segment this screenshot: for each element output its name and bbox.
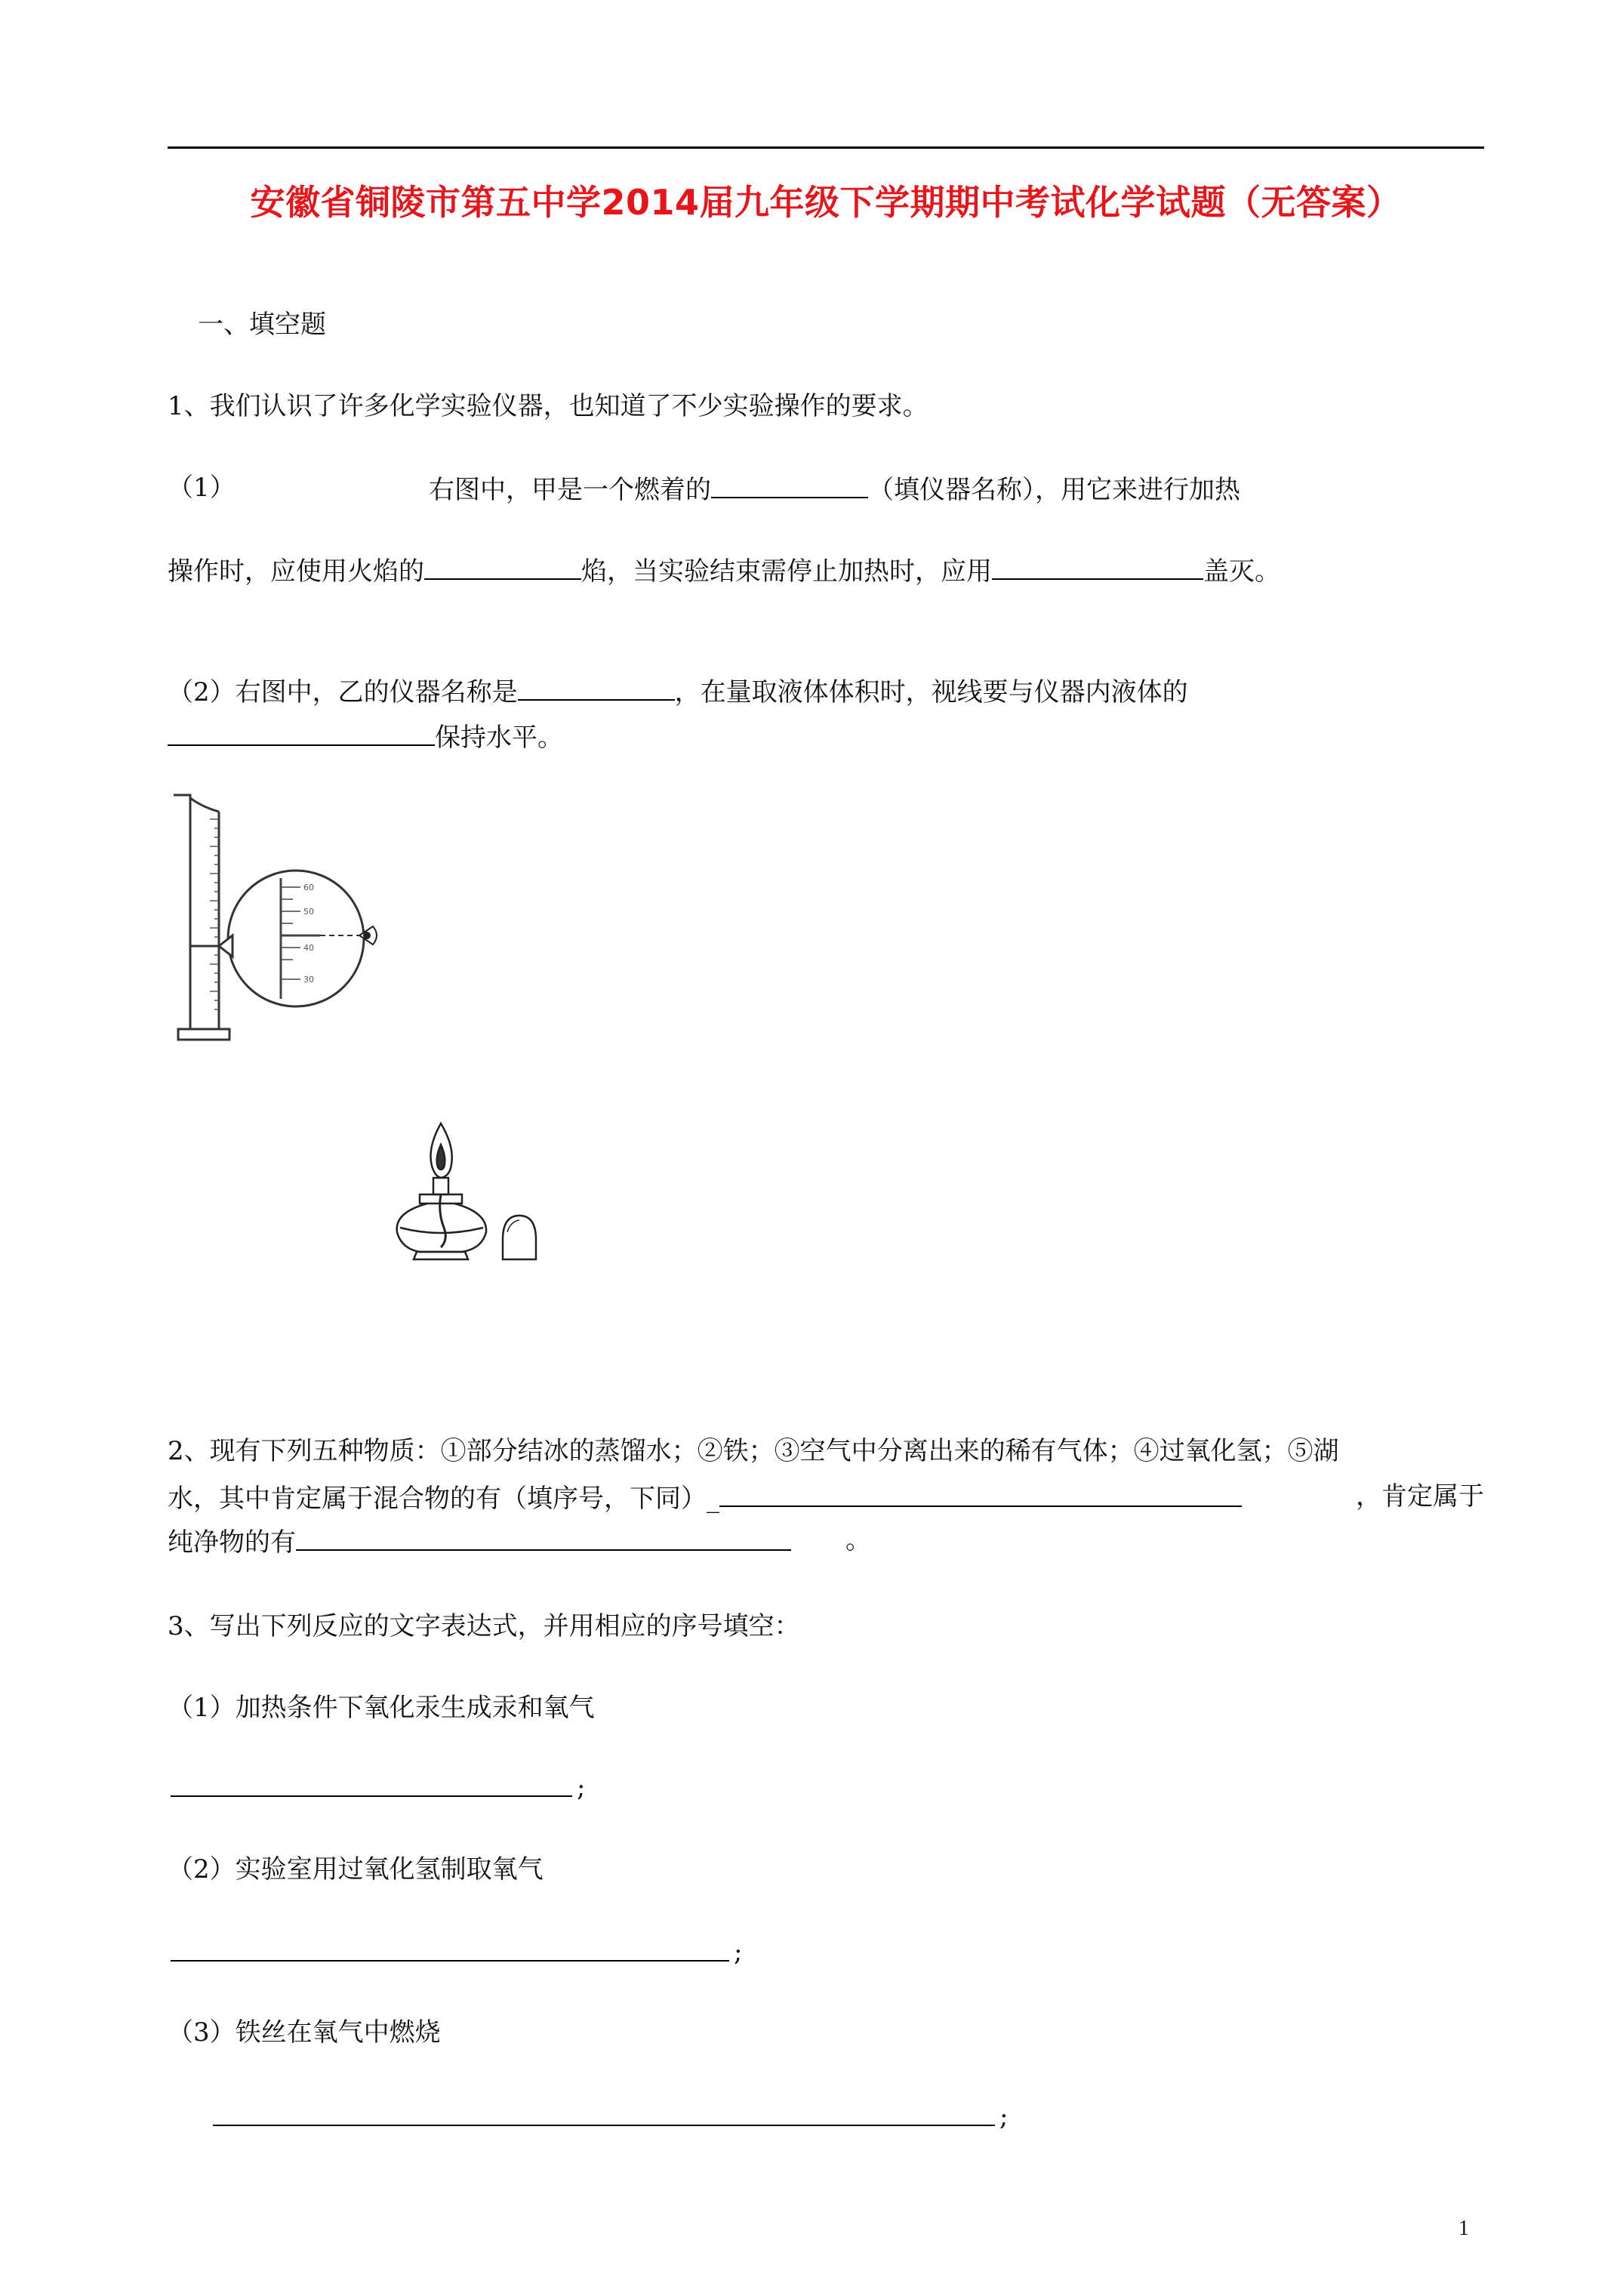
q2-line2: [168, 1481, 1242, 1514]
q1-part2-text-a: （2）右图中，乙的仪器名称是: [168, 677, 518, 707]
lamp-cap: [503, 1216, 536, 1259]
magnified-scale: [281, 878, 320, 999]
q1-part1-text-b: （填仪器名称），用它来进行加热: [868, 475, 1240, 505]
lamp-body: [397, 1178, 486, 1259]
section-heading: 一、填空题: [198, 310, 326, 340]
q1-part1-number: （1）: [168, 473, 236, 503]
q3-part2: （2）实验室用过氧化氢制取氧气: [168, 1854, 544, 1885]
q1-stem: 1、我们认识了许多化学实验仪器，也知道了不少实验操作的要求。: [168, 391, 929, 421]
answer-blank[interactable]: [518, 675, 675, 701]
flame-icon: [431, 1123, 452, 1178]
page-number: 1: [1458, 2217, 1469, 2240]
tick-label-40: 40: [303, 943, 314, 953]
q2-text-d: 。: [845, 1525, 871, 1555]
answer-line-2[interactable]: [171, 1960, 729, 1962]
q3-part1: （1）加热条件下氧化汞生成汞和氧气: [168, 1693, 595, 1723]
q2-line1: 2、现有下列五种物质：①部分结冰的蒸馏水；②铁；③空气中分离出来的稀有气体；④过氧化氢；⑤湖: [168, 1436, 1339, 1466]
alcohol-lamp-figure: [390, 1119, 571, 1270]
answer-blank[interactable]: [296, 1525, 791, 1551]
answer-blank[interactable]: [711, 473, 868, 498]
q2-text-c: 纯净物的有: [168, 1527, 296, 1558]
q1-part2-line2: [168, 720, 563, 753]
q1-part2-line1: [168, 675, 1188, 707]
cylinder-graduations: [210, 819, 219, 1009]
answer-line-3[interactable]: [213, 2125, 995, 2126]
answer-line-2-semicolon: ;: [734, 1937, 743, 1968]
q1-part1-line2: [168, 554, 1280, 587]
answer-blank[interactable]: [719, 1481, 1242, 1507]
q1-part1-text-d: 焰，当实验结束需停止加热时，应用: [581, 556, 992, 587]
answer-line-1-semicolon: ;: [577, 1773, 586, 1803]
q2-line3: [168, 1525, 791, 1558]
tick-label-60: 60: [303, 883, 314, 892]
graduated-cylinder-figure: [168, 789, 409, 1046]
q1-part1-text-a: 右图中，甲是一个燃着的: [429, 475, 711, 505]
q1-part1-text-c: 操作时，应使用火焰的: [168, 556, 424, 587]
q1-part1-line1: [429, 473, 1240, 505]
answer-line-3-semicolon: ;: [999, 2102, 1009, 2132]
eye-icon: [359, 926, 377, 945]
answer-blank[interactable]: [424, 554, 581, 580]
tick-label-30: 30: [303, 975, 314, 985]
header-rule: [168, 146, 1484, 149]
q2-text-b: ，肯定属于: [1356, 1481, 1484, 1512]
answer-line-1[interactable]: [171, 1795, 572, 1797]
tick-label-50: 50: [303, 907, 314, 917]
q2-text-a: 水，其中肯定属于混合物的有（填序号，下同）_: [168, 1484, 719, 1514]
q3-part3: （3）铁丝在氧气中燃烧: [168, 2017, 441, 2048]
page-title: 安徽省铜陵市第五中学2014届九年级下学期期中考试化学试题（无答案）: [250, 182, 1402, 223]
q1-part2-text-c: 保持水平。: [435, 723, 563, 753]
cylinder-body: [174, 795, 229, 1040]
q1-part1-text-e: 盖灭。: [1203, 556, 1280, 587]
q3-stem: 3、写出下列反应的文字表达式，并用相应的序号填空：: [168, 1611, 800, 1641]
answer-blank[interactable]: [168, 720, 435, 746]
answer-blank[interactable]: [992, 554, 1203, 580]
magnifier-callout: [219, 871, 364, 1006]
q1-part2-text-b: ，在量取液体体积时，视线要与仪器内液体的: [674, 677, 1188, 707]
